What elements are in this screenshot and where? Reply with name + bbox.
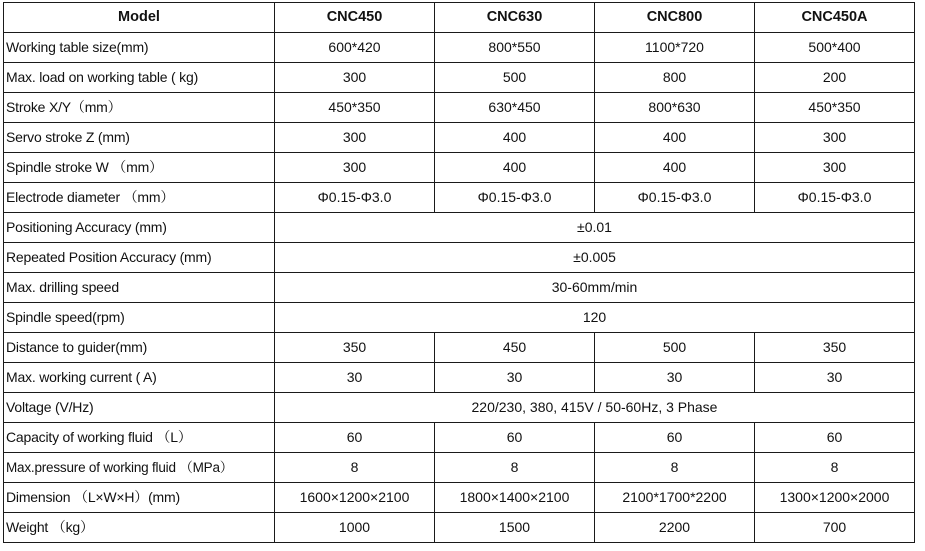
row-label: Weight （kg） [4, 513, 275, 543]
header-row [4, 3, 915, 33]
table-row [4, 183, 915, 213]
value-cell: 8 [755, 453, 915, 483]
table-row [4, 243, 915, 273]
value-cell: 1500 [435, 513, 595, 543]
row-label: Spindle stroke W （mm） [4, 153, 275, 183]
value-cell: 1300×1200×2000 [755, 483, 915, 513]
header-model: CNC800 [595, 3, 755, 33]
value-cell: 200 [755, 63, 915, 93]
value-cell: 2100*1700*2200 [595, 483, 755, 513]
value-cell: 300 [275, 123, 435, 153]
row-label: Servo stroke Z (mm) [4, 123, 275, 153]
merged-value-cell: ±0.005 [275, 243, 915, 273]
value-cell: 500 [435, 63, 595, 93]
header-model: CNC450A [755, 3, 915, 33]
value-cell: 700 [755, 513, 915, 543]
row-label: Spindle speed(rpm) [4, 303, 275, 333]
value-cell: 500 [595, 333, 755, 363]
value-cell: 450*350 [275, 93, 435, 123]
value-cell: 400 [595, 123, 755, 153]
table-row [4, 513, 915, 543]
value-cell: 1800×1400×2100 [435, 483, 595, 513]
header-model: CNC450 [275, 3, 435, 33]
table-row [4, 423, 915, 453]
row-label: Max. drilling speed [4, 273, 275, 303]
table-row [4, 93, 915, 123]
value-cell: 1600×1200×2100 [275, 483, 435, 513]
row-label: Positioning Accuracy (mm) [4, 213, 275, 243]
row-label: Dimension （L×W×H）(mm) [4, 483, 275, 513]
value-cell: 300 [275, 153, 435, 183]
value-cell: 60 [755, 423, 915, 453]
spec-body [4, 33, 915, 543]
table-row [4, 123, 915, 153]
value-cell: 30 [275, 363, 435, 393]
value-cell: 60 [275, 423, 435, 453]
table-row [4, 213, 915, 243]
header-model-label: Model [4, 3, 275, 33]
header-model: CNC630 [435, 3, 595, 33]
value-cell: 300 [275, 63, 435, 93]
value-cell: 8 [275, 453, 435, 483]
table-row [4, 63, 915, 93]
value-cell: Φ0.15-Φ3.0 [595, 183, 755, 213]
value-cell: 30 [435, 363, 595, 393]
merged-value-cell: ±0.01 [275, 213, 915, 243]
row-label: Stroke X/Y（mm） [4, 93, 275, 123]
table-row [4, 303, 915, 333]
value-cell: 800*550 [435, 33, 595, 63]
value-cell: 1100*720 [595, 33, 755, 63]
value-cell: 60 [435, 423, 595, 453]
value-cell: 30 [755, 363, 915, 393]
value-cell: 450 [435, 333, 595, 363]
value-cell: Φ0.15-Φ3.0 [755, 183, 915, 213]
value-cell: 600*420 [275, 33, 435, 63]
row-label: Max. load on working table ( kg) [4, 63, 275, 93]
value-cell: 400 [595, 153, 755, 183]
value-cell: 800 [595, 63, 755, 93]
merged-value-cell: 220/230, 380, 415V / 50-60Hz, 3 Phase [275, 393, 915, 423]
row-label: Max.pressure of working fluid （MPa） [4, 453, 275, 483]
value-cell: 400 [435, 123, 595, 153]
value-cell: 450*350 [755, 93, 915, 123]
value-cell: 8 [595, 453, 755, 483]
value-cell: Φ0.15-Φ3.0 [435, 183, 595, 213]
table-row [4, 363, 915, 393]
value-cell: 400 [435, 153, 595, 183]
table-row [4, 453, 915, 483]
value-cell: 350 [275, 333, 435, 363]
merged-value-cell: 30-60mm/min [275, 273, 915, 303]
value-cell: 500*400 [755, 33, 915, 63]
table-row [4, 273, 915, 303]
row-label: Electrode diameter （mm） [4, 183, 275, 213]
value-cell: 800*630 [595, 93, 755, 123]
value-cell: 1000 [275, 513, 435, 543]
value-cell: 630*450 [435, 93, 595, 123]
table-row [4, 33, 915, 63]
value-cell: 8 [435, 453, 595, 483]
value-cell: 300 [755, 153, 915, 183]
value-cell: 30 [595, 363, 755, 393]
row-label: Repeated Position Accuracy (mm) [4, 243, 275, 273]
table-row [4, 393, 915, 423]
row-label: Voltage (V/Hz) [4, 393, 275, 423]
table-row [4, 333, 915, 363]
merged-value-cell: 120 [275, 303, 915, 333]
value-cell: 350 [755, 333, 915, 363]
row-label: Capacity of working fluid （L） [4, 423, 275, 453]
value-cell: 2200 [595, 513, 755, 543]
value-cell: 300 [755, 123, 915, 153]
spec-table [3, 2, 915, 543]
row-label: Max. working current ( A) [4, 363, 275, 393]
table-row [4, 153, 915, 183]
value-cell: Φ0.15-Φ3.0 [275, 183, 435, 213]
row-label: Distance to guider(mm) [4, 333, 275, 363]
table-row [4, 483, 915, 513]
value-cell: 60 [595, 423, 755, 453]
row-label: Working table size(mm) [4, 33, 275, 63]
